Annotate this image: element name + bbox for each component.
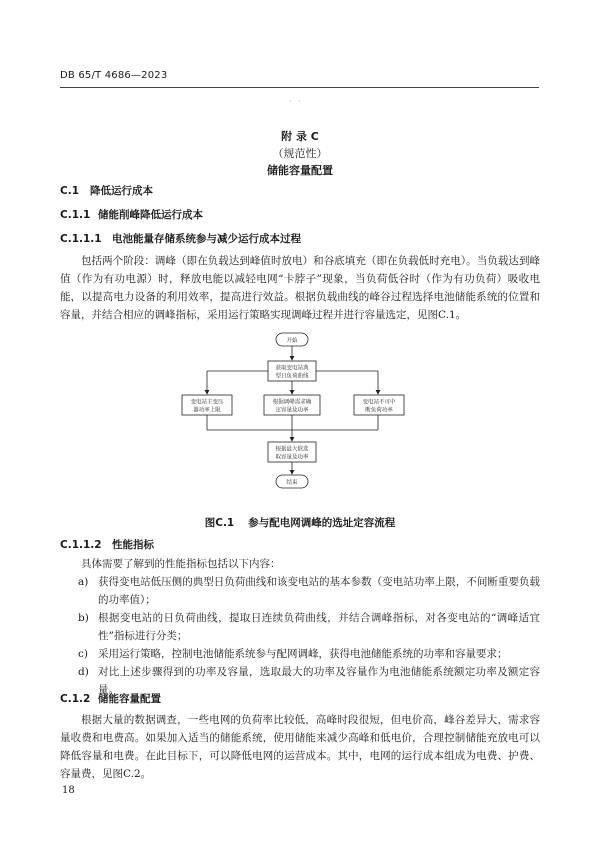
appendix-nature: （规范性） <box>272 147 328 160</box>
section-c1-heading <box>60 183 153 198</box>
flow-step1-line1: 获取变电站典 <box>275 365 309 372</box>
flow-left-line1: 变电站主变压 <box>190 399 224 406</box>
flow-mid-line1: 根据调峰需求确 <box>272 399 312 406</box>
list-marker: d) <box>78 666 89 678</box>
section-title: 降低运行成本 <box>90 185 153 197</box>
section-title: 储能容量配置 <box>98 693 161 705</box>
flow-step1-line2: 型日负荷曲线 <box>275 373 309 380</box>
section-c11-heading <box>60 207 203 222</box>
section-number: C.1 <box>60 185 80 197</box>
section-c112-heading <box>60 537 154 552</box>
paragraph-indicators-intro: 具体需要了解到的性能指标包括以下内容： <box>81 558 281 570</box>
list-item <box>60 573 540 609</box>
figure-label: 图C.1 <box>204 517 235 529</box>
flow-right-line1: 变电站不可中 <box>362 399 396 406</box>
list-item <box>60 645 540 663</box>
page-number: 18 <box>62 785 75 796</box>
list-marker: b) <box>78 612 89 624</box>
flow-mid-line2: 定容量及功率 <box>275 407 309 414</box>
section-title: 性能指标 <box>112 539 154 551</box>
section-c111-heading <box>60 231 301 246</box>
flow-step3-line1: 根据最大值选 <box>275 446 309 453</box>
list-item <box>60 609 540 645</box>
list-marker: c) <box>78 648 88 660</box>
figure-caption-text: 参与配电网调峰的选址定容流程 <box>248 517 396 529</box>
list-text: 对比上述步骤得到的功率及容量，选取最大的功率及容量作为电池储能系统额定功率及额定容量。 <box>98 666 540 696</box>
flow-end-label: 结束 <box>286 480 298 486</box>
section-title: 电池能量存储系统参与减少运行成本过程 <box>112 233 301 245</box>
section-title: 储能削峰降低运行成本 <box>98 209 203 221</box>
flow-start-label: 开始 <box>286 338 298 344</box>
paragraph-peak-shaving: 包括两个阶段：调峰（即在负载达到峰值时放电）和谷底填充（即在负载低时充电）。当负载达到峰值（作为有功电源）时，释放电能以减轻电网“卡脖子”现象，当负荷低谷时（作为有功负荷）吸收电能，以提高电力设备的利用效率，提高进行效益。根据负载曲线的峰谷过程选择电池储能系统的位置和容量，并结合相应的调峰指标，采用运行策略实现调峰过程并进行容量选定，见图C.1。 <box>60 255 540 321</box>
flow-right-line2: 断负荷功率 <box>365 407 393 414</box>
appendix-title: 附 录 C <box>281 130 319 143</box>
standard-code: DB 65/T 4686—2023 <box>60 70 168 81</box>
flow-left-line2: 器功率上限 <box>193 407 221 414</box>
indicator-list <box>60 573 540 699</box>
list-text: 根据变电站的日负荷曲线，提取日连续负荷曲线，并结合调峰指标，对各变电站的“调峰适宜性”指标进行分类； <box>98 612 540 642</box>
list-text: 获得变电站低压侧的典型日负荷曲线和该变电站的基本参数（变电站功率上限，不间断重要负载的功率值）； <box>98 576 540 606</box>
section-c12-heading <box>60 691 161 706</box>
header-dots: · · <box>289 97 303 106</box>
section-number: C.1.1.1 <box>60 233 102 245</box>
flowchart-figure <box>180 330 420 495</box>
flow-step3-line2: 取容量及功率 <box>275 454 309 461</box>
section-number: C.1.1 <box>60 209 91 221</box>
figure-caption <box>0 515 600 530</box>
appendix-name: 储能容量配置 <box>267 164 333 177</box>
list-text: 采用运行策略，控制电池储能系统参与配网调峰，获得电池储能系统的功率和容量要求； <box>98 648 508 660</box>
section-number: C.1.1.2 <box>60 539 102 551</box>
paragraph-capacity-config: 根据大量的数据调查，一些电网的负荷率比较低，高峰时段很短，但电价高，峰谷差异大，需求容量收费和电费高。如果加入适当的储能系统，使用储能来减少高峰和低电价，合理控制储能充放电可以降低容量和电费。在此目标下，可以降低电网的运营成本。其中，电网的运行成本组成为电费、护费、容量费，见图C.2。 <box>60 714 540 780</box>
header-rule <box>60 87 539 88</box>
list-marker: a) <box>78 576 89 588</box>
section-number: C.1.2 <box>60 693 91 705</box>
